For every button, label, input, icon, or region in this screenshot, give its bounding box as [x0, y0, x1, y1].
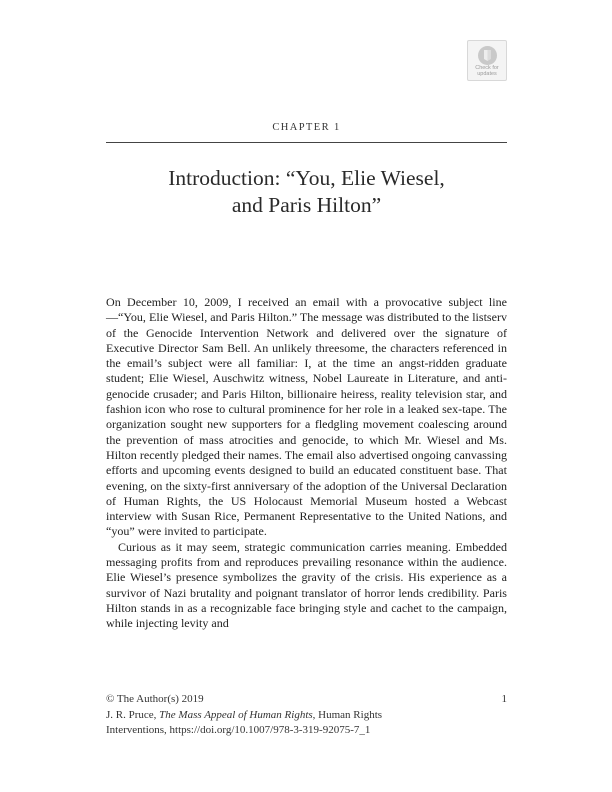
book-title: The Mass Appeal of Human Rights	[159, 708, 313, 721]
body-text	[106, 295, 507, 632]
chapter-label: CHAPTER 1	[272, 122, 341, 133]
chapter-title	[106, 165, 507, 219]
check-for-updates-label: Check for updates	[475, 65, 499, 77]
paragraph-2: Curious as it may seem, strategic communication carries meaning. Embedded messaging profits from and reproduces prevailing resonance within the audience. Elie Wiesel’s presence symbolizes the gravity of the crisis. His experience as a survivor of Nazi brutality and poignant translator of horror lends credibility. Paris Hilton stands in as a recognizable face bringing style and cachet to the campaign, while injecting levity and	[106, 539, 507, 631]
citation-line-1: J. R. Pruce, The Mass Appeal of Human Rights, Human Rights	[106, 708, 383, 721]
citation-line-2: Interventions, https://doi.org/10.1007/978-3-319-92075-7_1	[106, 724, 371, 736]
chapter-title-line-2: and Paris Hilton”	[231, 193, 382, 217]
page-footer	[106, 692, 507, 739]
copyright-line: © The Author(s) 2019	[106, 693, 204, 705]
paragraph-1: On December 10, 2009, I received an email with a provocative subject line—“You, Elie Wiesel, and Paris Hilton.” The message was distributed to the listserv of the Genocide Intervention Network and delivered over the signature of Executive Director Sam Bell. An unlikely threesome, the characters referenced in the email’s subject were all familiar: I, at the time an angst-ridden graduate student; Elie Wiesel, Auschwitz witness, Nobel Laureate in Literature, and anti-genocide crusader; and Paris Hilton, billionaire heiress, reality television star, and fashion icon who rose to cultural prominence for her role in a leaked sex-tape. The organization sought new supporters for a fledgling movement coalescing around the prevention of mass atrocities and genocide, to which Mr. Wiesel and Ms. Hilton recently pledged their names. The email also advertised ongoing canvassing efforts and upcoming events designed to build an educated constituent base. That evening, on the sixty-first anniversary of the adoption of the Universal Declaration of Human Rights, the US Holocaust Memorial Museum hosted a Webcast interview with Susan Rice, Permanent Representative to the United Nations, and “you” were invited to participate.	[106, 295, 507, 539]
chapter-divider	[106, 142, 507, 143]
chapter-title-line-1: Introduction: “You, Elie Wiesel,	[168, 166, 445, 190]
check-for-updates-icon	[477, 45, 498, 66]
page-number: 1	[501, 693, 507, 705]
check-for-updates-badge[interactable]	[467, 40, 507, 81]
